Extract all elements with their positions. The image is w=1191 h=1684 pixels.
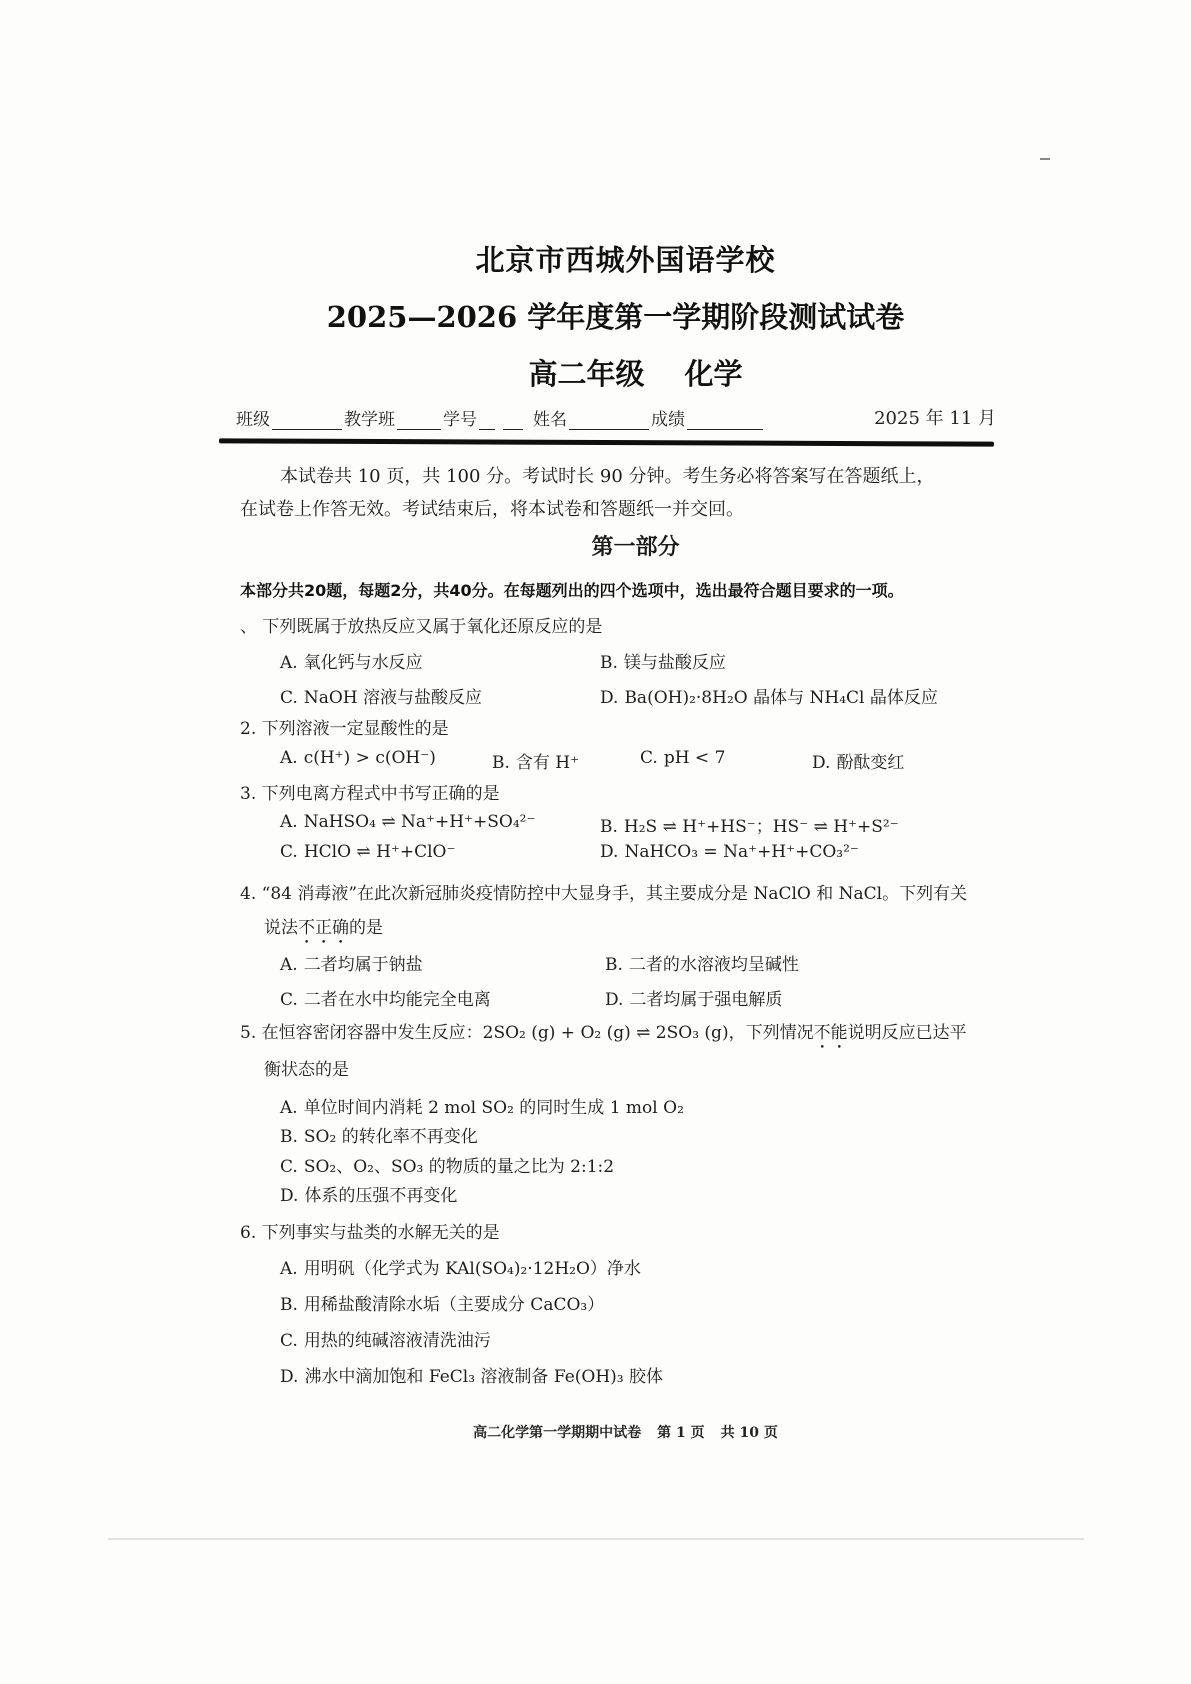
header-divider xyxy=(219,438,994,446)
exam-date: 2025 年 11 月 xyxy=(874,408,996,429)
q6-option-b: B. 用稀盐酸清除水垢（主要成分 CaCO₃） xyxy=(280,1295,605,1315)
q4-option-c: C. 二者在水中均能完全电离 xyxy=(280,990,491,1010)
grade-subject xyxy=(0,352,1191,393)
question-1 xyxy=(240,612,1010,637)
page-footer xyxy=(0,1422,1191,1442)
question-5-stem-continued: 衡状态的是 xyxy=(264,1060,349,1080)
question-number: 、 xyxy=(240,617,257,637)
question-number: 4. xyxy=(240,884,257,904)
instructions xyxy=(240,460,1000,526)
footer-total: 共 10 页 xyxy=(720,1425,778,1441)
q4-option-a: A. 二者均属于钠盐 xyxy=(280,955,423,975)
exam-title: 2025—2026 学年度第一学期阶段测试试卷 xyxy=(326,300,905,334)
q5-option-b: B. SO₂ 的转化率不再变化 xyxy=(280,1127,478,1147)
question-4 xyxy=(240,879,1010,904)
emphasis-cannot: 不能 xyxy=(813,1023,848,1043)
q5-option-c: C. SO₂、O₂、SO₃ 的物质的量之比为 2:1:2 xyxy=(280,1157,615,1177)
instructions-line-2: 在试卷上作答无效。考试结束后，将本试卷和答题纸一并交回。 xyxy=(240,499,744,520)
q3-option-c: C. HClO ⇌ H⁺+ClO⁻ xyxy=(280,842,456,862)
question-stem: 下列既属于放热反应又属于氧化还原反应的是 xyxy=(262,617,603,637)
class-blank xyxy=(272,413,342,430)
name-label: 姓名 xyxy=(533,410,567,430)
q2-option-d: D. 酚酞变红 xyxy=(812,753,905,773)
question-number: 6. xyxy=(240,1223,257,1243)
grade: 高二年级 xyxy=(528,357,645,391)
teaching-class-label: 教学班 xyxy=(344,410,395,430)
q5-option-a: A. 单位时间内消耗 2 mol SO₂ 的同时生成 1 mol O₂ xyxy=(280,1098,684,1118)
question-stem: 下列事实与盐类的水解无关的是 xyxy=(261,1223,500,1243)
question-5: 5. 在恒容密闭容器中发生反应：2SO₂ (g) + O₂ (g) ⇌ 2SO₃ (g)，下列情况不能说明反应已达平 xyxy=(240,1023,967,1043)
question-stem: 下列溶液一定显酸性的是 xyxy=(261,719,449,739)
instructions-line-1: 本试卷共 10 页，共 100 分。考试时长 90 分钟。考生务必将答案写在答题纸上， xyxy=(280,466,935,487)
q4-option-b: B. 二者的水溶液均呈碱性 xyxy=(605,955,799,975)
q2-option-b: B. 含有 H⁺ xyxy=(492,753,580,773)
section-title: 第一部分 xyxy=(591,535,680,560)
question-number: 2. xyxy=(240,719,257,739)
footer-title: 高二化学第一学期期中试卷 xyxy=(473,1425,642,1441)
q1-option-c: C. NaOH 溶液与盐酸反应 xyxy=(280,688,482,708)
section-description: 本部分共20题，每题2分，共40分。在每题列出的四个选项中，选出最符合题目要求的一项。 xyxy=(240,581,904,600)
student-id-label: 学号 xyxy=(443,410,477,430)
name-blank xyxy=(569,413,649,430)
question-stem: 下列电离方程式中书写正确的是 xyxy=(261,784,500,804)
q1-option-d: D. Ba(OH)₂·8H₂O 晶体与 NH₄Cl 晶体反应 xyxy=(600,688,938,708)
q2-option-a: A. c(H⁺) > c(OH⁻) xyxy=(280,748,436,768)
score-label: 成绩 xyxy=(651,410,685,430)
q3-option-b: B. H₂S ⇌ H⁺+HS⁻；HS⁻ ⇌ H⁺+S²⁻ xyxy=(600,817,899,837)
scan-artifact xyxy=(1040,158,1050,160)
question-2 xyxy=(240,714,1010,739)
question-stem: “84 消毒液”在此次新冠肺炎疫情防控中大显身手，其主要成分是 NaClO 和 NaCl。下列有关 xyxy=(261,884,968,904)
question-number: 3. xyxy=(240,784,257,804)
question-3 xyxy=(240,779,1010,804)
q6-option-c: C. 用热的纯碱溶液清洗油污 xyxy=(280,1331,491,1351)
q3-option-d: D. NaHCO₃ = Na⁺+H⁺+CO₃²⁻ xyxy=(600,842,859,862)
q6-option-a: A. 用明矾（化学式为 KAl(SO₄)₂·12H₂O）净水 xyxy=(280,1259,641,1279)
q6-option-d: D. 沸水中滴加饱和 FeCl₃ 溶液制备 Fe(OH)₃ 胶体 xyxy=(280,1367,664,1387)
subject: 化学 xyxy=(684,357,743,391)
question-number: 5. xyxy=(240,1023,257,1043)
q3-option-a: A. NaHSO₄ ⇌ Na⁺+H⁺+SO₄²⁻ xyxy=(280,812,536,832)
footer-page: 第 1 页 xyxy=(657,1425,705,1441)
teaching-class-blank xyxy=(397,413,441,430)
student-id-blank-1 xyxy=(479,413,495,430)
question-6 xyxy=(240,1218,1010,1243)
score-blank xyxy=(687,413,763,430)
student-id-blank-2 xyxy=(503,413,523,430)
q5-option-d: D. 体系的压强不再变化 xyxy=(280,1186,458,1206)
q2-option-c: C. pH < 7 xyxy=(640,748,726,768)
q1-option-a: A. 氧化钙与水反应 xyxy=(280,653,423,673)
q4-option-d: D. 二者均属于强电解质 xyxy=(605,990,783,1010)
page-separator xyxy=(108,1538,1084,1540)
school-name: 北京市西城外国语学校 xyxy=(475,243,776,277)
q1-option-b: B. 镁与盐酸反应 xyxy=(600,653,726,673)
question-4-stem-continued: 说法不正确的是 xyxy=(264,918,383,938)
class-label: 班级 xyxy=(236,410,270,430)
student-info-row xyxy=(236,404,996,430)
emphasis-not-correct: 不正确 xyxy=(298,918,349,938)
